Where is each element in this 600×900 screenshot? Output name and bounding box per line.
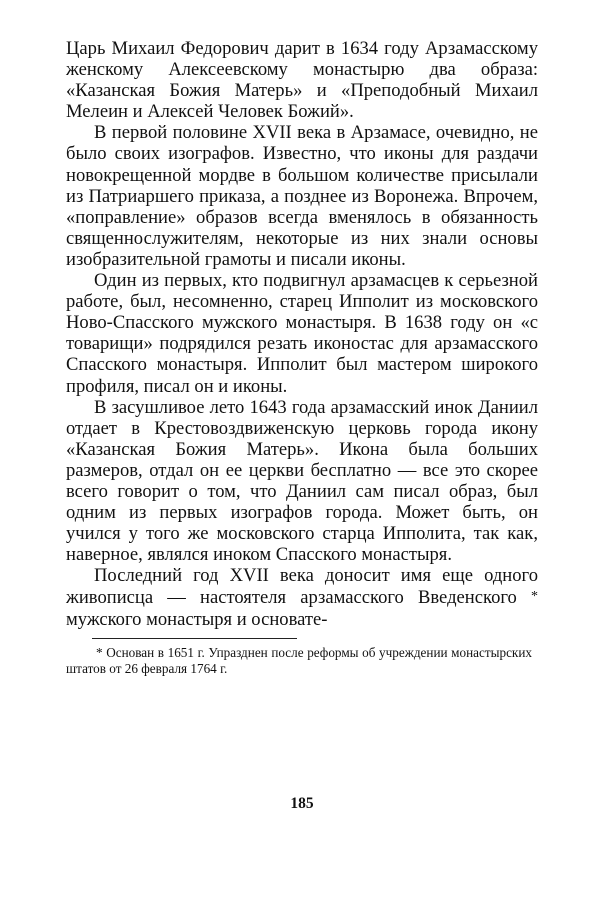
book-page — [66, 38, 539, 812]
footnote: * Основан в 1651 г. Упразднен после реформы об учреждении монастырских штатов от 26 февраля 1764 г. — [66, 644, 532, 677]
footnote-reference: * — [531, 589, 539, 605]
footnote-divider — [92, 638, 297, 639]
main-text — [66, 38, 538, 630]
paragraph-1: Царь Михаил Федорович дарит в 1634 году Арзамасскому женскому Алексеевскому монастырю два образа: «Казанская Божия Матерь» и «Преподобный Михаил Мелеин и Алексей Человек Божий». — [66, 38, 538, 123]
paragraph-2: В первой половине XVII века в Арзамасе, очевидно, не было своих изографов. Известно, что иконы для раздачи новокрещенной мордве в большом количестве присылали из Патриаршего приказа, а позднее из Воронежа. Впрочем, «поправление» образов всегда вменялось в обязанность священнослужителям, некоторые из них знали основы изобразительной грамоты и писали иконы. — [66, 122, 538, 270]
paragraph-5 — [66, 565, 538, 629]
paragraph-4: В засушливое лето 1643 года арзамасский инок Даниил отдает в Крестовоздвиженскую церковь города икону «Казанская Божия Матерь». Икона была больших размеров, отдал он ее церкви бесплатно — все это скорее всего говорит о том, что Даниил сам писал образ, был одним из первых изографов города. Может быть, он учился у того же московского старца Ипполита, так как, наверное, являлся иноком Спасского монастыря. — [66, 396, 538, 566]
paragraph-3: Один из первых, кто подвигнул арзамасцев к серьезной работе, был, несомненно, старец Ипполит из московского Ново-Спасского мужского монастыря. В 1638 году он «с товарищи» подрядился резать иконостас для арзамасского Спасского монастыря. Ипполит был мастером широкого профиля, писал он и иконы. — [66, 270, 538, 397]
paragraph-5-start: Последний год XVII века доносит имя еще одного живописца — настоятеля арзамасского Введенского — [66, 565, 538, 609]
paragraph-5-end: мужского монастыря и основате- — [66, 608, 328, 630]
page-number: 185 — [290, 795, 314, 812]
